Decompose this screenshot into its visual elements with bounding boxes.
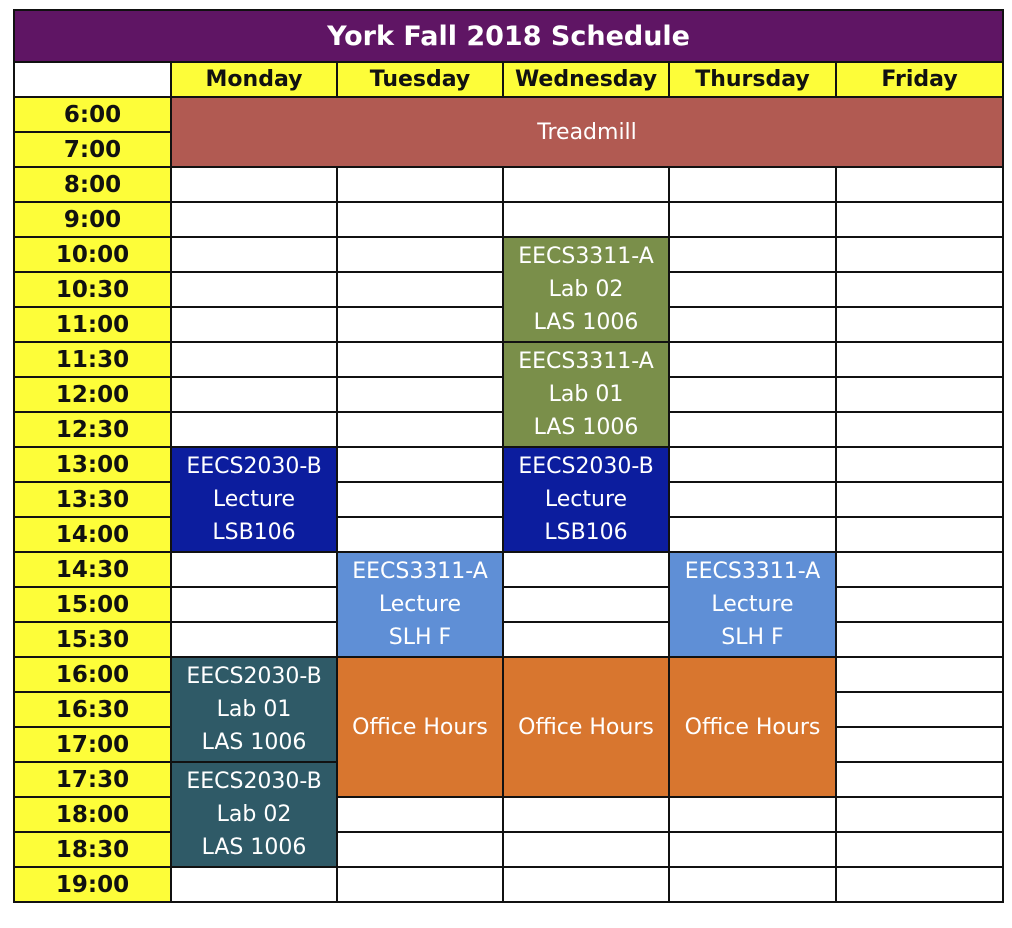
event-text-line: Lab 01 bbox=[216, 697, 292, 722]
empty-slot bbox=[337, 447, 503, 482]
event-text-line: Office Hours bbox=[352, 714, 488, 740]
empty-slot bbox=[669, 482, 836, 517]
time-row bbox=[14, 237, 1003, 272]
empty-slot bbox=[669, 797, 836, 832]
empty-slot bbox=[669, 272, 836, 307]
event-text-line: SLH F bbox=[721, 625, 784, 650]
empty-slot bbox=[669, 412, 836, 447]
event-text-line: EECS3311-A bbox=[518, 244, 654, 269]
empty-slot bbox=[337, 797, 503, 832]
empty-slot bbox=[171, 237, 337, 272]
day-header-tuesday: Tuesday bbox=[337, 62, 503, 97]
time-row bbox=[14, 867, 1003, 902]
empty-slot bbox=[503, 867, 669, 902]
schedule-title: York Fall 2018 Schedule bbox=[14, 10, 1003, 62]
time-label: 13:30 bbox=[14, 482, 171, 517]
empty-slot bbox=[337, 237, 503, 272]
empty-slot bbox=[171, 867, 337, 902]
time-row bbox=[14, 832, 1003, 867]
event-eecs2030-lab01-monday bbox=[171, 657, 337, 762]
empty-slot bbox=[836, 237, 1003, 272]
empty-slot bbox=[171, 307, 337, 342]
event-text-line: Office Hours bbox=[684, 714, 821, 740]
time-row bbox=[14, 342, 1003, 377]
event-text-line: Lecture bbox=[378, 592, 462, 617]
time-label: 18:00 bbox=[14, 797, 171, 832]
time-label: 16:00 bbox=[14, 657, 171, 692]
schedule-body bbox=[14, 97, 1003, 902]
day-header-wednesday: Wednesday bbox=[503, 62, 669, 97]
schedule-table bbox=[13, 9, 1004, 903]
empty-slot bbox=[836, 657, 1003, 692]
event-text-line: LAS 1006 bbox=[533, 415, 639, 440]
time-label: 9:00 bbox=[14, 202, 171, 237]
time-row bbox=[14, 657, 1003, 692]
empty-slot bbox=[669, 377, 836, 412]
empty-slot bbox=[836, 692, 1003, 727]
event-text-line: LAS 1006 bbox=[533, 310, 639, 335]
time-label: 11:00 bbox=[14, 307, 171, 342]
empty-slot bbox=[337, 867, 503, 902]
empty-slot bbox=[337, 377, 503, 412]
event-office-hours-thursday bbox=[669, 657, 836, 797]
event-text-line: EECS2030-B bbox=[186, 664, 322, 689]
empty-slot bbox=[836, 307, 1003, 342]
time-row bbox=[14, 167, 1003, 202]
empty-slot bbox=[836, 587, 1003, 622]
empty-slot bbox=[669, 307, 836, 342]
empty-slot bbox=[669, 167, 836, 202]
time-label: 8:00 bbox=[14, 167, 171, 202]
event-text-line: Lecture bbox=[212, 487, 296, 512]
time-label: 15:00 bbox=[14, 587, 171, 622]
empty-slot bbox=[836, 272, 1003, 307]
empty-slot bbox=[836, 377, 1003, 412]
time-row bbox=[14, 587, 1003, 622]
time-label: 11:30 bbox=[14, 342, 171, 377]
event-eecs3311-lecture-thursday bbox=[669, 552, 836, 657]
empty-slot bbox=[337, 202, 503, 237]
time-label: 14:30 bbox=[14, 552, 171, 587]
time-label: 14:00 bbox=[14, 517, 171, 552]
empty-slot bbox=[836, 797, 1003, 832]
day-header-row bbox=[14, 62, 1003, 97]
event-treadmill bbox=[171, 97, 1003, 167]
event-eecs3311-lecture-tuesday bbox=[337, 552, 503, 657]
time-label: 6:00 bbox=[14, 97, 171, 132]
event-text-line: Lab 02 bbox=[216, 802, 292, 827]
empty-slot bbox=[171, 587, 337, 622]
time-row bbox=[14, 447, 1003, 482]
empty-slot bbox=[171, 412, 337, 447]
event-eecs2030-lecture-monday bbox=[171, 447, 337, 552]
empty-slot bbox=[503, 622, 669, 657]
empty-slot bbox=[171, 272, 337, 307]
empty-slot bbox=[503, 167, 669, 202]
event-text-line: Office Hours bbox=[518, 714, 654, 740]
time-row bbox=[14, 622, 1003, 657]
empty-slot bbox=[836, 167, 1003, 202]
empty-slot bbox=[836, 342, 1003, 377]
day-header-thursday: Thursday bbox=[669, 62, 836, 97]
day-header-friday: Friday bbox=[836, 62, 1003, 97]
empty-slot bbox=[503, 552, 669, 587]
empty-slot bbox=[836, 832, 1003, 867]
time-row bbox=[14, 97, 1003, 132]
empty-slot bbox=[669, 517, 836, 552]
empty-slot bbox=[669, 342, 836, 377]
empty-slot bbox=[836, 482, 1003, 517]
time-label: 15:30 bbox=[14, 622, 171, 657]
empty-slot bbox=[337, 272, 503, 307]
empty-slot bbox=[836, 622, 1003, 657]
empty-slot bbox=[337, 482, 503, 517]
empty-slot bbox=[337, 412, 503, 447]
event-text-line: LAS 1006 bbox=[201, 835, 307, 860]
empty-slot bbox=[836, 517, 1003, 552]
corner-cell bbox=[14, 62, 171, 97]
empty-slot bbox=[836, 447, 1003, 482]
empty-slot bbox=[669, 202, 836, 237]
time-label: 17:00 bbox=[14, 727, 171, 762]
empty-slot bbox=[337, 517, 503, 552]
time-label: 13:00 bbox=[14, 447, 171, 482]
empty-slot bbox=[669, 832, 836, 867]
event-eecs2030-lab02-monday bbox=[171, 762, 337, 867]
event-office-hours-tuesday bbox=[337, 657, 503, 797]
time-label: 16:30 bbox=[14, 692, 171, 727]
time-label: 18:30 bbox=[14, 832, 171, 867]
time-label: 17:30 bbox=[14, 762, 171, 797]
event-text-line: SLH F bbox=[388, 625, 452, 650]
empty-slot bbox=[503, 832, 669, 867]
empty-slot bbox=[337, 832, 503, 867]
empty-slot bbox=[503, 797, 669, 832]
day-header-monday: Monday bbox=[171, 62, 337, 97]
time-label: 19:00 bbox=[14, 867, 171, 902]
event-text-line: EECS2030-B bbox=[186, 454, 322, 479]
empty-slot bbox=[836, 762, 1003, 797]
empty-slot bbox=[836, 727, 1003, 762]
event-text-line: LSB106 bbox=[544, 520, 628, 545]
empty-slot bbox=[337, 342, 503, 377]
event-office-hours-wednesday bbox=[503, 657, 669, 797]
event-text-line: Lecture bbox=[711, 592, 794, 617]
time-label: 10:30 bbox=[14, 272, 171, 307]
empty-slot bbox=[503, 587, 669, 622]
event-text-line: EECS3311-A bbox=[352, 559, 488, 584]
event-text-line: EECS2030-B bbox=[186, 769, 322, 794]
empty-slot bbox=[836, 412, 1003, 447]
time-label: 7:00 bbox=[14, 132, 171, 167]
event-text-line: EECS3311-A bbox=[684, 559, 821, 584]
event-text-line: EECS2030-B bbox=[518, 454, 654, 479]
event-text-line: Lab 01 bbox=[548, 382, 624, 407]
empty-slot bbox=[669, 237, 836, 272]
event-text-line: Lecture bbox=[544, 487, 628, 512]
empty-slot bbox=[503, 202, 669, 237]
empty-slot bbox=[171, 552, 337, 587]
event-eecs3311-lab01-wednesday bbox=[503, 342, 669, 447]
time-row bbox=[14, 202, 1003, 237]
empty-slot bbox=[171, 377, 337, 412]
empty-slot bbox=[836, 867, 1003, 902]
event-text-line: LAS 1006 bbox=[201, 730, 307, 755]
event-text-line: LSB106 bbox=[212, 520, 296, 545]
time-row bbox=[14, 797, 1003, 832]
time-label: 10:00 bbox=[14, 237, 171, 272]
title-row bbox=[14, 10, 1003, 62]
event-text-line: Treadmill bbox=[537, 119, 637, 145]
event-text-line: EECS3311-A bbox=[518, 349, 654, 374]
event-eecs3311-lab02-wednesday bbox=[503, 237, 669, 342]
empty-slot bbox=[669, 447, 836, 482]
time-label: 12:00 bbox=[14, 377, 171, 412]
empty-slot bbox=[836, 552, 1003, 587]
empty-slot bbox=[337, 167, 503, 202]
time-label: 12:30 bbox=[14, 412, 171, 447]
empty-slot bbox=[171, 342, 337, 377]
empty-slot bbox=[171, 622, 337, 657]
empty-slot bbox=[669, 867, 836, 902]
empty-slot bbox=[171, 202, 337, 237]
empty-slot bbox=[836, 202, 1003, 237]
time-row bbox=[14, 552, 1003, 587]
event-eecs2030-lecture-wednesday bbox=[503, 447, 669, 552]
event-text-line: Lab 02 bbox=[548, 277, 624, 302]
empty-slot bbox=[171, 167, 337, 202]
empty-slot bbox=[337, 307, 503, 342]
